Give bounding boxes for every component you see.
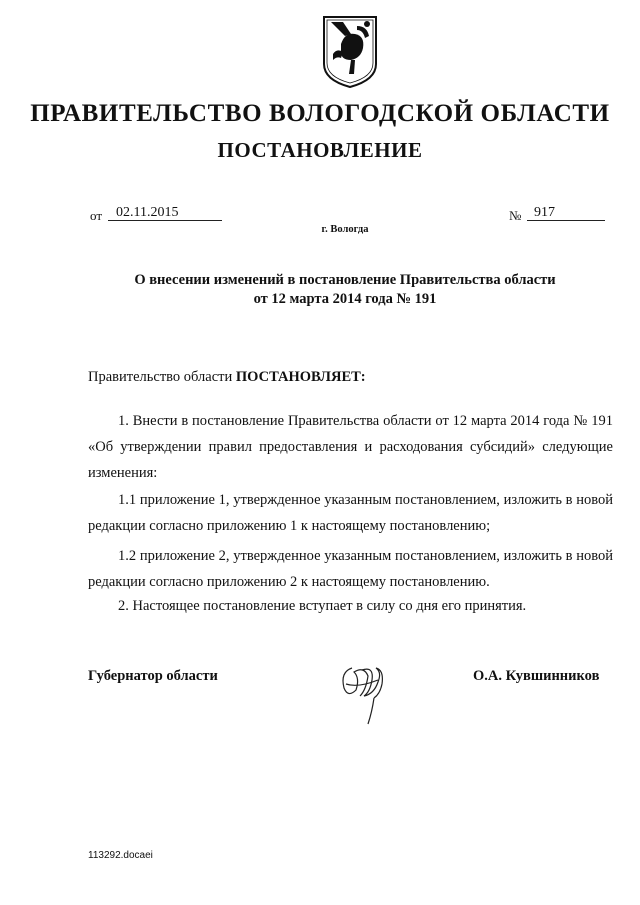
preamble-verb: ПОСТАНОВЛЯЕТ: xyxy=(235,369,366,385)
city-label: г. Вологда xyxy=(321,224,369,235)
signer-name: О.А. Кувшинников xyxy=(473,668,600,684)
preamble-text: Правительство области xyxy=(88,369,236,385)
coat-of-arms-icon xyxy=(321,14,379,90)
preamble xyxy=(88,368,366,387)
signature-icon xyxy=(338,658,388,728)
file-name: 113292.docaei xyxy=(88,850,153,861)
subject-line-2: от 12 марта 2014 года № 191 xyxy=(253,291,437,307)
document-date: 02.11.2015 xyxy=(108,204,222,221)
subject-line-1: О внесении изменений в постановление Правительства области xyxy=(134,272,556,288)
paragraph-1-1: 1.1 приложение 1, утвержденное указанным постановлением, изложить в новой редакции согласно приложению 1 к настоящему постановлению; xyxy=(88,492,613,534)
document-subject xyxy=(0,271,640,309)
document-number: 917 xyxy=(527,204,605,221)
paragraph-1: 1. Внести в постановление Правительства области от 12 марта 2014 года № 191 «Об утверждении правил предоставления и расходования субсидий» следующие изменения: xyxy=(88,413,613,481)
signer-title: Губернатор области xyxy=(88,668,218,684)
date-prefix: от xyxy=(90,208,103,223)
government-title: ПРАВИТЕЛЬСТВО ВОЛОГОДСКОЙ ОБЛАСТИ xyxy=(30,100,610,127)
paragraph-2: 2. Настоящее постановление вступает в силу со дня его принятия. xyxy=(118,598,527,614)
paragraph-1-2: 1.2 приложение 2, утвержденное указанным постановлением, изложить в новой редакции согласно приложению 2 к настоящему постановлению. xyxy=(88,548,613,590)
number-prefix: № xyxy=(509,208,522,223)
document-type: ПОСТАНОВЛЕНИЕ xyxy=(217,138,423,162)
